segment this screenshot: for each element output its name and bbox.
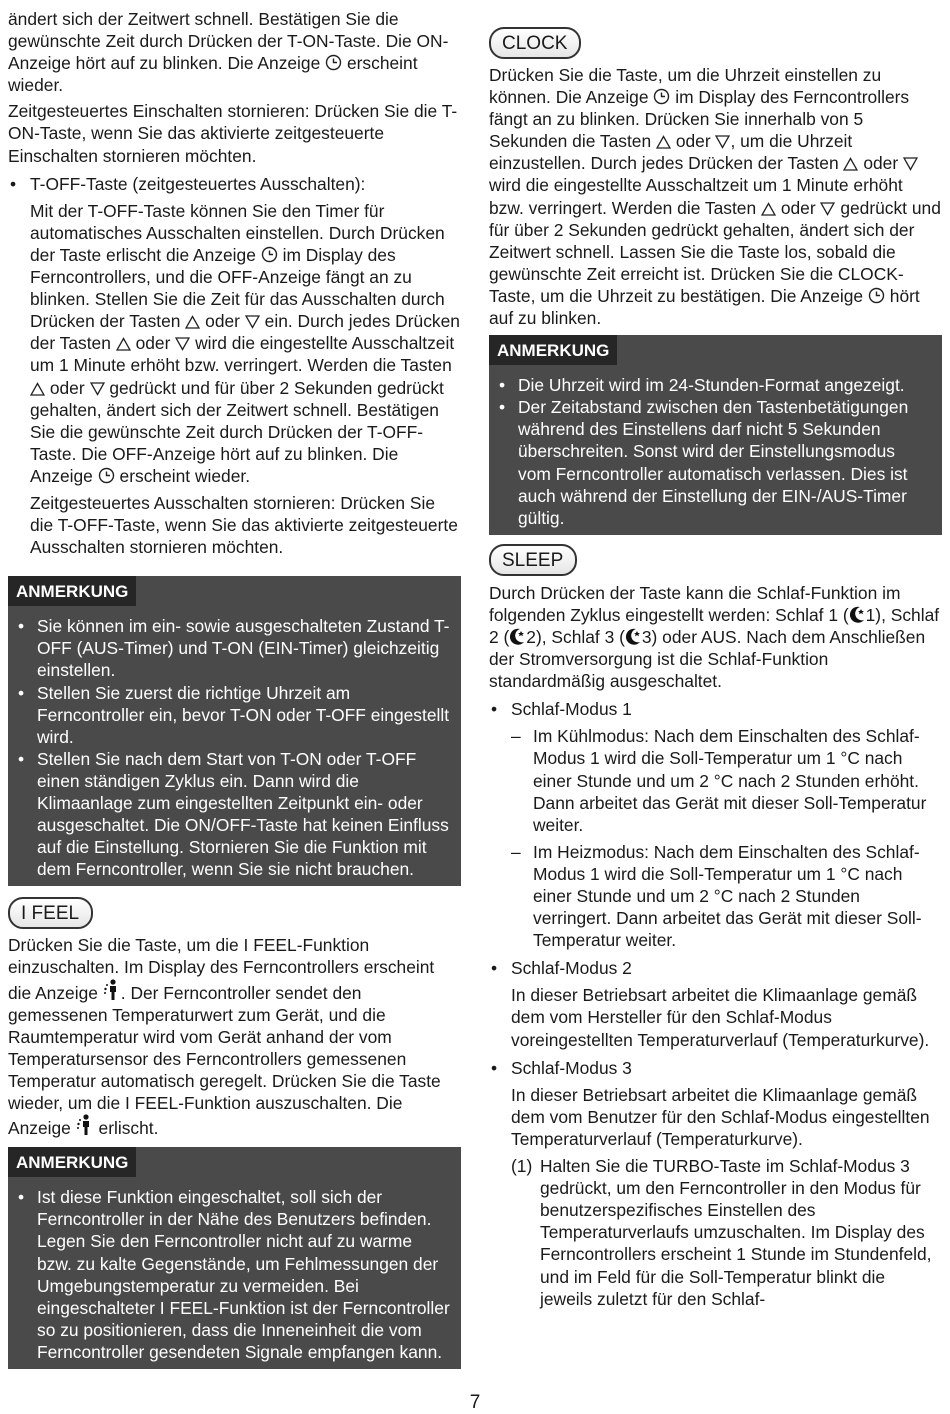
clock-icon <box>868 287 885 304</box>
list-item-mode1-heat: – Im Heizmodus: Nach dem Einschalten des Schlaf-Modus 1 wird die Soll-Temperatur um 1 °C nach einer Stunde und um 2 °C nach 2 Stunden verringert. Dann arbeitet das Gerät mit dieser Soll-Temperatur weiter. <box>489 841 942 951</box>
triangle-up-icon <box>761 202 776 216</box>
list-item-mode1-cool: – Im Kühlmodus: Nach dem Einschalten des Schlaf-Modus 1 wird die Soll-Temperatur um 1 °C nach einer Stunde und um 2 °C nach 2 Stunden erhöht. Dann arbeitet das Gerät mit dieser Soll-Temperatur weiter. <box>489 725 942 835</box>
page-number: 7 <box>469 1392 481 1413</box>
note-heading: ANMERKUNG <box>489 335 617 365</box>
list-item-mode2: • Schlaf-Modus 2 <box>489 957 942 979</box>
note-heading: ANMERKUNG <box>8 576 136 606</box>
person-icon <box>103 979 121 1001</box>
clock-section <box>489 27 942 59</box>
ifeel-section <box>8 897 461 929</box>
note-item: • Sie können im ein- sowie ausgeschalteten Zustand T-OFF (AUS-Timer) und T-ON (EIN-Timer) gleichzeitig einstellen. <box>16 615 451 681</box>
paragraph-clock: Drücken Sie die Taste, um die Uhrzeit einstellen zu können. Die Anzeige im Display des Ferncontrollers fängt an zu blinken. Drücken Sie innerhalb von 5 Sekunden die Tasten oder , um die Uhrzeit einzustellen. Durch jedes Drücken der Tasten oder wird die eingestellte Ausschaltzeit um 1 Minute erhöht bzw. verringert. Werden die Tasten oder gedrückt und für über 2 Sekunden gedrückt gehalten, ändert sich der Zeitwert schnell. Lassen Sie die Taste los, sobald die gewünschte Zeit erreicht ist. Drücken Sie die CLOCK-Taste, um die Uhrzeit zu bestätigen. Die Anzeige hört auf zu blinken. <box>489 65 941 329</box>
triangle-up-icon <box>30 382 45 396</box>
paragraph-ton-end: ändert sich der Zeitwert schnell. Bestätigen Sie die gewünschte Zeit durch Drücken der T-ON-Taste. Die ON-Anzeige hört auf zu blinken. Die Anzeige erscheint wieder. <box>8 9 449 96</box>
triangle-up-icon <box>116 337 131 351</box>
left-column <box>8 0 461 1369</box>
note-box-ifeel <box>8 1147 461 1369</box>
sleep-section <box>489 544 942 576</box>
note-heading: ANMERKUNG <box>8 1147 136 1177</box>
paragraph-ton-cancel: Zeitgesteuertes Einschalten stornieren: Drücken Sie die T-ON-Taste, wenn Sie das aktivierte zeitgesteuerte Einschalten stornieren möchten. <box>8 101 458 166</box>
triangle-down-icon <box>90 382 105 396</box>
triangle-up-icon <box>843 157 858 171</box>
list-item-mode1: • Schlaf-Modus 1 <box>489 698 942 720</box>
paragraph-mode3: In dieser Betriebsart arbeitet die Klimaanlage gemäß dem vom Benutzer für den Schlaf-Modus eingestellten Temperaturverlauf (Temperaturkurve). <box>511 1084 930 1149</box>
triangle-down-icon <box>903 157 918 171</box>
note-item: • Stellen Sie zuerst die richtige Uhrzeit am Ferncontroller ein, bevor T-ON oder T-OFF eingestellt wird. <box>16 682 451 748</box>
clock-icon <box>261 246 278 263</box>
ifeel-button-label: I FEEL <box>8 897 93 929</box>
moon-icon <box>625 627 642 645</box>
clock-button-label: CLOCK <box>489 27 581 59</box>
moon-icon <box>849 605 866 623</box>
numbered-step-1: (1) Halten Sie die TURBO-Taste im Schlaf-Modus 3 gedrückt, um den Ferncontroller in den Modus für benutzerspezifisches Einstellen des Temperaturverlaufs umzuschalten. Im Display des Ferncontrollers erscheint 1 Stunde im Stundenfeld, und im Feld für die Soll-Temperatur blinkt die jeweils zuletzt für den Schlaf- <box>511 1156 932 1309</box>
note-body <box>8 606 461 886</box>
paragraph-toff: Mit der T-OFF-Taste können Sie den Timer für automatisches Ausschalten einstellen. Durch Drücken der Taste erlischt die Anzeige im Display des Ferncontrollers, und die OFF-Anzeige fängt an zu blinken. Stellen Sie die Zeit für das Ausschalten durch Drücken der Tasten oder ein. Durch jedes Drücken der Tasten oder wird die eingestellte Ausschaltzeit um 1 Minute erhöht bzw. verringert. Werden die Tasten oder gedrückt und für über 2 Sekunden gedrückt gehalten, ändert sich der Zeitwert schnell. Bestätigen Sie die gewünschte Zeit durch Drücken der T-OFF-Taste. Die OFF-Anzeige hört auf zu blinken. Die Anzeige erscheint wieder. <box>30 200 460 486</box>
note-item: • Die Uhrzeit wird im 24-Stunden-Format angezeigt. <box>497 374 932 396</box>
paragraph-ifeel: Drücken Sie die Taste, um die I FEEL-Funktion einzuschalten. Im Display des Ferncontrollers erscheint die Anzeige . Der Ferncontroller sendet den gemessenen Temperaturwert zum Gerät, und die Raumtemperatur wird vom Gerät anhand der vom Temperatursensor des Ferncontrollers gemessenen Temperatur automatisch geregelt. Drücken Sie die Taste wieder, um die I FEEL-Funktion auszuschalten. Die Anzeige erlischt. <box>8 935 441 1139</box>
right-column <box>489 0 942 1310</box>
note-body <box>489 365 942 535</box>
triangle-down-icon <box>245 315 260 329</box>
clock-icon <box>653 88 670 105</box>
note-box-clock <box>489 335 942 535</box>
paragraph-toff-cancel: Zeitgesteuertes Ausschalten stornieren: Drücken Sie die T-OFF-Taste, wenn Sie das aktivierte zeitgesteuerte Ausschalten stornieren möchten. <box>30 492 458 558</box>
sleep-button-label: SLEEP <box>489 544 577 576</box>
paragraph-sleep: Durch Drücken der Taste kann die Schlaf-Funktion im folgenden Zyklus eingestellt werden: Schlaf 1 ( 1), Schlaf 2 ( 2), Schlaf 3 ( 3) oder AUS. Nach dem Anschließen der Stromversorgung ist die Schlaf-Funktion standardmäßig ausgeschaltet. <box>489 582 940 692</box>
note-item: • Stellen Sie nach dem Start von T-ON oder T-OFF einen ständigen Zyklus ein. Dann wird die Klimaanlage zum eingestellten Zeitpunkt ein- oder ausgeschaltet. Die ON/OFF-Taste hat keinen Einfluss auf die Einstellung. Stornieren Sie die Funktion mit dem Ferncontroller, wenn Sie sie nicht brauchen. <box>16 748 451 881</box>
clock-icon <box>325 54 342 71</box>
step-number: (1) <box>511 1156 533 1177</box>
triangle-down-icon <box>715 135 730 149</box>
triangle-up-icon <box>656 135 671 149</box>
list-item-mode3: • Schlaf-Modus 3 <box>489 1057 942 1079</box>
person-icon <box>76 1114 94 1136</box>
list-item-toff-title: • T-OFF-Taste (zeitgesteuertes Ausschalten): <box>8 173 461 195</box>
moon-icon <box>509 627 526 645</box>
note-item: • Ist diese Funktion eingeschaltet, soll sich der Ferncontroller in der Nähe des Benutzers befinden. Legen Sie den Ferncontroller nicht auf zu warme bzw. zu kalte Gegenstände, um Fehlmessungen der Umgebungstemperatur zu vermeiden. Bei eingeschalteter I FEEL-Funktion ist der Ferncontroller so zu positionieren, dass die Inneneinheit die vom Ferncontroller gesendeten Signale empfangen kann. <box>16 1186 451 1363</box>
clock-icon <box>98 467 115 484</box>
triangle-up-icon <box>185 315 200 329</box>
paragraph-mode2: In dieser Betriebsart arbeitet die Klimaanlage gemäß dem vom Hersteller für den Schlaf-Modus voreingestellten Temperaturverlauf (Temperaturkurve). <box>511 985 930 1050</box>
triangle-down-icon <box>820 202 835 216</box>
note-body <box>8 1177 461 1369</box>
note-box-timer <box>8 576 461 886</box>
note-item: • Der Zeitabstand zwischen den Tastenbetätigungen während des Einstellens darf nicht 5 Sekunden überschreiten. Sonst wird der Einstellungsmodus vom Ferncontroller automatisch verlassen. Dies ist auch während der Einstellung der EIN-/AUS-Timer gültig. <box>497 396 932 529</box>
triangle-down-icon <box>175 337 190 351</box>
